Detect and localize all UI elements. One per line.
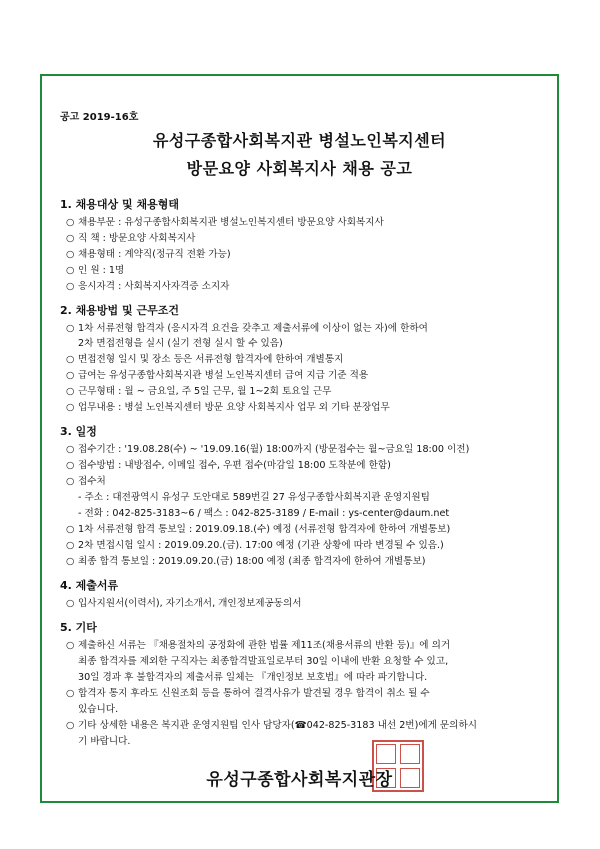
address-line: - 주소 : 대전광역시 유성구 도안대로 589번길 27 유성구종합사회복지관 운영지원팀 — [78, 492, 430, 503]
section-heading: 4. 제출서류 — [60, 579, 119, 592]
list-item: ○ 접수방법 : 내방접수, 이메일 접수, 우편 접수(마감일 18:00 도착분에 한함) — [66, 460, 391, 471]
list-item: ○ 급여는 유성구종합사회복지관 병설 노인복지센터 급여 지급 기준 적용 — [66, 370, 369, 381]
list-item-continuation: 있습니다. — [78, 704, 119, 715]
bullet-icon: ○ — [66, 217, 75, 228]
bullet-icon: ○ — [66, 540, 75, 551]
bullet-icon: ○ — [66, 370, 75, 381]
list-item: ○ 2차 면접시험 일시 : 2019.09.20.(금). 17:00 예정 (기관 상황에 따라 변경될 수 있음.) — [66, 540, 444, 551]
bullet-icon: ○ — [66, 444, 75, 455]
bullet-icon: ○ — [66, 598, 75, 609]
bullet-icon: ○ — [66, 460, 75, 471]
bullet-icon: ○ — [66, 323, 75, 334]
issuer-name: 유성구종합사회복지관장 — [206, 770, 393, 790]
bullet-icon: ○ — [66, 354, 75, 365]
bullet-icon: ○ — [66, 476, 75, 487]
list-item: ○ 1차 서류전형 합격 통보일 : 2019.09.18.(수) 예정 (서류전형 합격자에 한하여 개별통보) — [66, 524, 451, 535]
list-item: ○ 채용형태 : 계약직(정규직 전환 가능) — [66, 249, 231, 260]
list-item: ○ 응시자격 : 사회복지사자격증 소지자 — [66, 281, 230, 292]
list-item: ○ 1차 서류전형 합격자 (응시자격 요건을 갖추고 제출서류에 이상이 없는 자)에 한하여 — [66, 323, 428, 334]
list-item-continuation: 30일 경과 후 불합격자의 제출서류 일체는 『개인정보 보호법』에 따라 파기합니다. — [78, 672, 428, 683]
list-item-continuation: 최종 합격자를 제외한 구직자는 최종합격발표일로부터 30일 이내에 반환 요청할 수 있고, — [78, 656, 449, 667]
bullet-icon: ○ — [66, 556, 75, 567]
bullet-icon: ○ — [66, 720, 75, 731]
list-item: ○ 접수기간 : '19.08.28(수) ~ '19.09.16(월) 18:00까지 (방문접수는 월~금요일 18:00 이전) — [66, 444, 470, 455]
list-item: ○ 직 책 : 방문요양 사회복지사 — [66, 233, 196, 244]
bullet-icon: ○ — [66, 249, 75, 260]
bullet-icon: ○ — [66, 688, 75, 699]
list-item: ○ 합격자 통지 후라도 신원조회 등을 통하여 결격사유가 발견될 경우 합격이 취소 될 수 — [66, 688, 430, 699]
section-heading: 3. 일정 — [60, 425, 97, 438]
bullet-icon: ○ — [66, 233, 75, 244]
list-item: ○ 최종 합격 통보일 : 2019.09.20.(금) 18:00 예정 (최종 합격자에 한하여 개별통보) — [66, 556, 426, 567]
bullet-icon: ○ — [66, 386, 75, 397]
bullet-icon: ○ — [66, 281, 75, 292]
list-item-continuation: 기 바랍니다. — [78, 736, 131, 747]
list-item: ○ 근무형태 : 월 ~ 금요일, 주 5일 근무, 월 1~2회 토요일 근무 — [66, 386, 332, 397]
list-item: ○ 접수처 — [66, 476, 106, 487]
bullet-icon: ○ — [66, 640, 75, 651]
bullet-icon: ○ — [66, 402, 75, 413]
title-line-1: 유성구종합사회복지관 병설노인복지센터 — [152, 131, 447, 150]
bullet-icon: ○ — [66, 524, 75, 535]
list-item-continuation: 2차 면접전형을 실시 (실기 전형 실시 할 수 있음) — [78, 338, 283, 349]
list-item: ○ 입사지원서(이력서), 자기소개서, 개인정보제공동의서 — [66, 598, 302, 609]
notice-number: 공고 2019-16호 — [60, 112, 139, 123]
list-item: ○ 업무내용 : 병설 노인복지센터 방문 요양 사회복지사 업무 외 기타 분장업무 — [66, 402, 390, 413]
section-heading: 1. 채용대상 및 채용형태 — [60, 198, 179, 211]
list-item: ○ 면접전형 일시 및 장소 등은 서류전형 합격자에 한하여 개별통지 — [66, 354, 344, 365]
list-item: ○ 기타 상세한 내용은 복지관 운영지원팀 인사 담당자(☎042-825-3183 내선 2번)에게 문의하시 — [66, 720, 477, 731]
list-item: ○ 인 원 : 1명 — [66, 265, 125, 276]
section-heading: 2. 채용방법 및 근무조건 — [60, 304, 179, 317]
list-item: ○ 제출하신 서류는 『채용절차의 공정화에 관한 법률 제11조(채용서류의 반환 등)』에 의거 — [66, 640, 451, 651]
bullet-icon: ○ — [66, 265, 75, 276]
section-heading: 5. 기타 — [60, 621, 97, 634]
list-item: ○ 채용부문 : 유성구종합사회복지관 병설노인복지센터 방문요양 사회복지사 — [66, 217, 384, 228]
title-line-2: 방문요양 사회복지사 채용 공고 — [186, 159, 413, 178]
contact-line: - 전화 : 042-825-3183~6 / 팩스 : 042-825-3189 / E-mail : ys-center@daum.net — [78, 508, 450, 519]
